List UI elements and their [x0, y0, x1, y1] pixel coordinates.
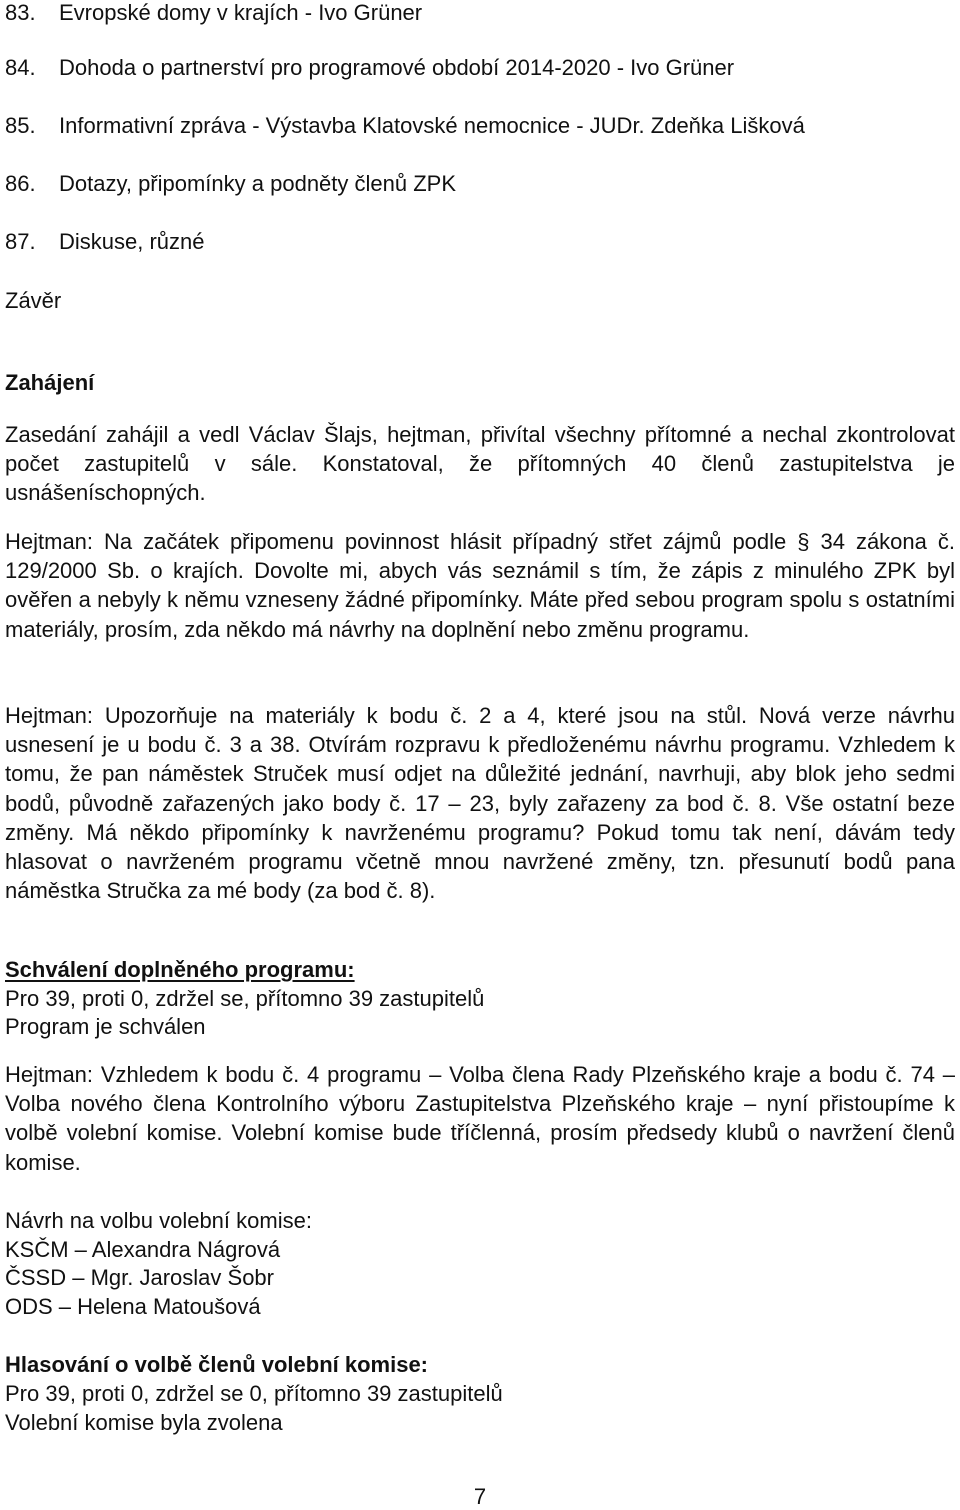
- agenda-item-number: 83.: [5, 0, 36, 25]
- commission-member: ODS – Helena Matoušová: [5, 1294, 261, 1319]
- agenda-item-text: Informativní zpráva - Výstavba Klatovské nemocnice - JUDr. Zdeňka Lišková: [59, 113, 805, 138]
- agenda-item-number: 85.: [5, 113, 36, 138]
- agenda-item: [5, 0, 422, 26]
- agenda-item: [5, 171, 456, 197]
- agenda-item-text: Diskuse, různé: [59, 229, 205, 254]
- agenda-item-number: 87.: [5, 229, 36, 254]
- paragraph-opening: Zasedání zahájil a vedl Václav Šlajs, hejtman, přivítal všechny přítomné a nechal zkontrolovat počet zastupitelů v sále. Konstatoval, že přítomných 40 členů zastupitelstva je usnášeníschopných.: [5, 422, 955, 506]
- agenda-item-text: Dohoda o partnerství pro programové období 2014-2020 - Ivo Grüner: [59, 55, 735, 80]
- paragraph-program-changes: Hejtman: Upozorňuje na materiály k bodu č. 2 a 4, které jsou na stůl. Nová verze návrhu usnesení je u bodu č. 3 a 38. Otvírám rozpravu k předloženému návrhu programu. Vzhledem k tomu, že pan náměstek Struček musí odjet na důležité jednání, navrhuji, aby blok jeho sedmi bodů, původně zařazených jako body č. 17 – 23, byly zařazeny za bod č. 8. Vše ostatní beze změny. Má někdo připomínky k navrženému programu? Pokud tomu tak není, dávám tedy hlasovat o navrženém programu včetně mnou navržené změny, tzn. přesunutí bodů pana náměstka Stručka za mé body (za bod č. 8).: [5, 703, 955, 904]
- agenda-item: [5, 229, 205, 255]
- vote-result: Pro 39, proti 0, zdržel se 0, přítomno 39 zastupitelů: [5, 1381, 503, 1406]
- agenda-item-text: Evropské domy v krajích - Ivo Grüner: [59, 0, 423, 25]
- closing-label: Závěr: [5, 288, 62, 313]
- agenda-item: [5, 55, 734, 81]
- paragraph-election-commission: Hejtman: Vzhledem k bodu č. 4 programu – Volba člena Rady Plzeňského kraje a bodu č. 74 – Volba nového člena Kontrolního výboru Zastupitelstva Plzeňského kraje – nyní přistoupíme k volbě volební komise. Volební komise bude tříčlenná, prosím předsedy klubů o navržení členů komise.: [5, 1062, 955, 1175]
- section-heading: Zahájení: [5, 370, 95, 395]
- paragraph-conflict-of-interest: Hejtman: Na začátek připomenu povinnost hlásit případný střet zájmů podle § 34 zákona č. 129/2000 Sb. o krajích. Dovolte mi, abych vás seznámil s tím, že zápis z minulého ZPK byl ověřen a nebyly k němu vzneseny žádné připomínky. Máte před sebou program spolu s ostatními materiály, prosím, zda někdo má návrhy na doplnění nebo změnu programu.: [5, 529, 955, 642]
- vote-heading: Schválení doplněného programu:: [5, 957, 355, 982]
- commission-member: ČSSD – Mgr. Jaroslav Šobr: [5, 1265, 274, 1290]
- agenda-item-number: 84.: [5, 55, 36, 80]
- commission-heading: Návrh na volbu volební komise:: [5, 1208, 312, 1233]
- vote-result: Pro 39, proti 0, zdržel se, přítomno 39 zastupitelů: [5, 986, 485, 1011]
- vote-heading: Hlasování o volbě členů volební komise:: [5, 1352, 429, 1377]
- page-number: 7: [473, 1484, 487, 1509]
- agenda-item-number: 86.: [5, 171, 36, 196]
- agenda-item-text: Dotazy, připomínky a podněty členů ZPK: [59, 171, 457, 196]
- vote-outcome: Program je schválen: [5, 1014, 206, 1039]
- agenda-item: [5, 113, 805, 139]
- vote-outcome: Volební komise byla zvolena: [5, 1410, 283, 1435]
- commission-member: KSČM – Alexandra Nágrová: [5, 1237, 281, 1262]
